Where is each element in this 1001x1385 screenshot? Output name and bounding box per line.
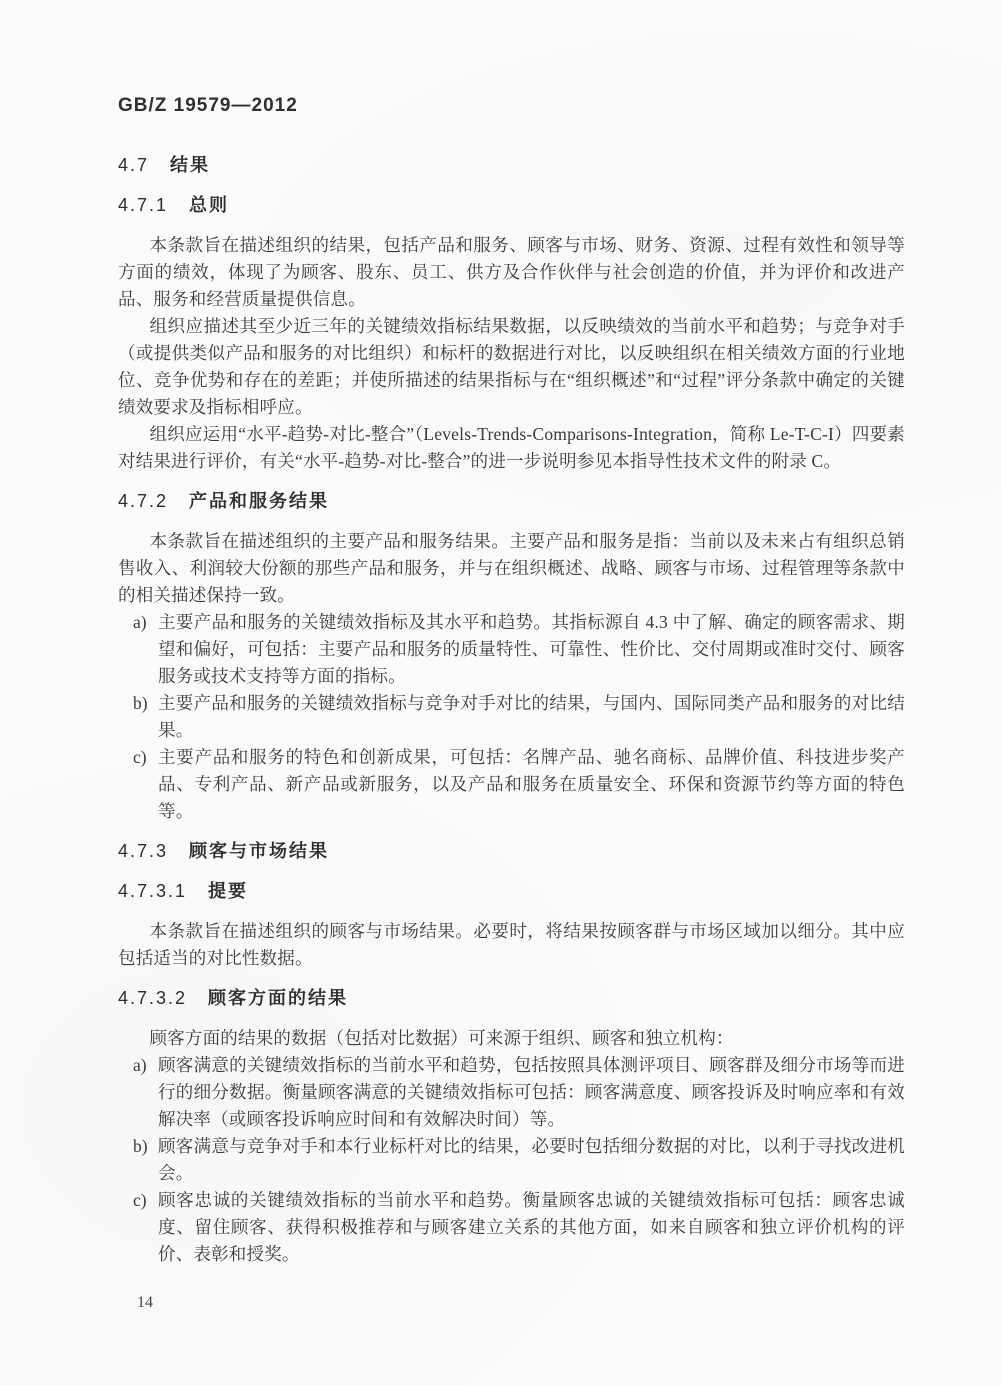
section-heading-4-7 bbox=[118, 152, 905, 179]
list-item-c bbox=[118, 1187, 905, 1268]
section-title: 顾客方面的结果 bbox=[208, 988, 349, 1008]
section-heading-4-7-3 bbox=[118, 838, 905, 865]
section-number: 4.7 bbox=[118, 155, 150, 175]
list-item-text: 顾客满意与竞争对手和本行业标杆对比的结果，必要时包括细分数据的对比，以利于寻找改进机会。 bbox=[158, 1136, 905, 1183]
section-heading-4-7-1 bbox=[118, 192, 905, 219]
section-heading-4-7-3-2 bbox=[118, 985, 905, 1012]
list-item-b bbox=[118, 690, 905, 744]
section-number: 4.7.3 bbox=[118, 841, 169, 861]
list-item-text: 顾客满意的关键绩效指标的当前水平和趋势，包括按照具体测评项目、顾客群及细分市场等而进行的细分数据。衡量顾客满意的关键绩效指标可包括：顾客满意度、顾客投诉及时响应率和有效解决率（或顾客投诉响应时间和有效解决时间）等。 bbox=[158, 1055, 905, 1129]
list-marker: c) bbox=[133, 747, 147, 767]
paragraph: 组织应描述其至少近三年的关键绩效指标结果数据，以反映绩效的当前水平和趋势；与竞争对手（或提供类似产品和服务的对比组织）和标杆的数据进行对比，以反映组织在相关绩效方面的行业地位、竞争优势和存在的差距；并使所描述的结果指标与在“组织概述”和“过程”评分条款中确定的关键绩效要求及指标相呼应。 bbox=[118, 316, 905, 417]
section-title: 总则 bbox=[189, 195, 230, 215]
list-item-text: 顾客忠诚的关键绩效指标的当前水平和趋势。衡量顾客忠诚的关键绩效指标可包括：顾客忠诚度、留住顾客、获得积极推荐和与顾客建立关系的其他方面，如来自顾客和独立评价机构的评价、表彰和授奖。 bbox=[158, 1190, 905, 1264]
list-marker: a) bbox=[133, 1055, 147, 1075]
page-number: 14 bbox=[137, 1294, 153, 1311]
list-item-c bbox=[118, 744, 905, 825]
standard-number-header: GB/Z 19579—2012 bbox=[118, 95, 298, 116]
list-marker: b) bbox=[133, 693, 148, 713]
section-number: 4.7.2 bbox=[118, 491, 169, 511]
section-heading-4-7-2 bbox=[118, 488, 905, 515]
section-title: 顾客与市场结果 bbox=[189, 841, 330, 861]
list-item-a bbox=[118, 1052, 905, 1133]
list-item-b bbox=[118, 1133, 905, 1187]
list-marker: b) bbox=[133, 1136, 148, 1156]
section-number: 4.7.3.2 bbox=[118, 988, 188, 1008]
list-item-text: 主要产品和服务的关键绩效指标及其水平和趋势。其指标源自 4.3 中了解、确定的顾客需求、期望和偏好，可包括：主要产品和服务的质量特性、可靠性、性价比、交付周期或准时交付、顾客服务或技术支持等方面的指标。 bbox=[158, 612, 905, 686]
paragraph: 本条款旨在描述组织的顾客与市场结果。必要时，将结果按顾客群与市场区域加以细分。其中应包括适当的对比性数据。 bbox=[118, 921, 905, 968]
section-number: 4.7.1 bbox=[118, 195, 169, 215]
paragraph: 顾客方面的结果的数据（包括对比数据）可来源于组织、顾客和独立机构： bbox=[149, 1028, 734, 1048]
list-item-text: 主要产品和服务的特色和创新成果，可包括：名牌产品、驰名商标、品牌价值、科技进步奖产品、专利产品、新产品或新服务，以及产品和服务在质量安全、环保和资源节约等方面的特色等。 bbox=[158, 747, 905, 821]
paragraph: 组织应运用“水平-趋势-对比-整合”（Levels-Trends-Comparisons-Integration，简称 Le-T-C-I）四要素对结果进行评价，有关“水平-趋势-对比-整合”的进一步说明参见本指导性技术文件的附录 C。 bbox=[118, 424, 905, 471]
section-title: 提要 bbox=[208, 881, 249, 901]
paragraph: 本条款旨在描述组织的结果，包括产品和服务、顾客与市场、财务、资源、过程有效性和领导等方面的绩效，体现了为顾客、股东、员工、供方及合作伙伴与社会创造的价值，并为评价和改进产品、服务和经营质量提供信息。 bbox=[118, 235, 905, 309]
section-heading-4-7-3-1 bbox=[118, 878, 905, 905]
list-item-text: 主要产品和服务的关键绩效指标与竞争对手对比的结果，与国内、国际同类产品和服务的对比结果。 bbox=[158, 693, 905, 740]
paragraph: 本条款旨在描述组织的主要产品和服务结果。主要产品和服务是指：当前以及未来占有组织总销售收入、利润较大份额的那些产品和服务，并与在组织概述、战略、顾客与市场、过程管理等条款中的相关描述保持一致。 bbox=[118, 531, 905, 605]
section-title: 结果 bbox=[170, 155, 211, 175]
list-marker: c) bbox=[133, 1190, 147, 1210]
list-marker: a) bbox=[133, 612, 147, 632]
section-title: 产品和服务结果 bbox=[189, 491, 330, 511]
section-number: 4.7.3.1 bbox=[118, 881, 188, 901]
list-item-a bbox=[118, 609, 905, 690]
